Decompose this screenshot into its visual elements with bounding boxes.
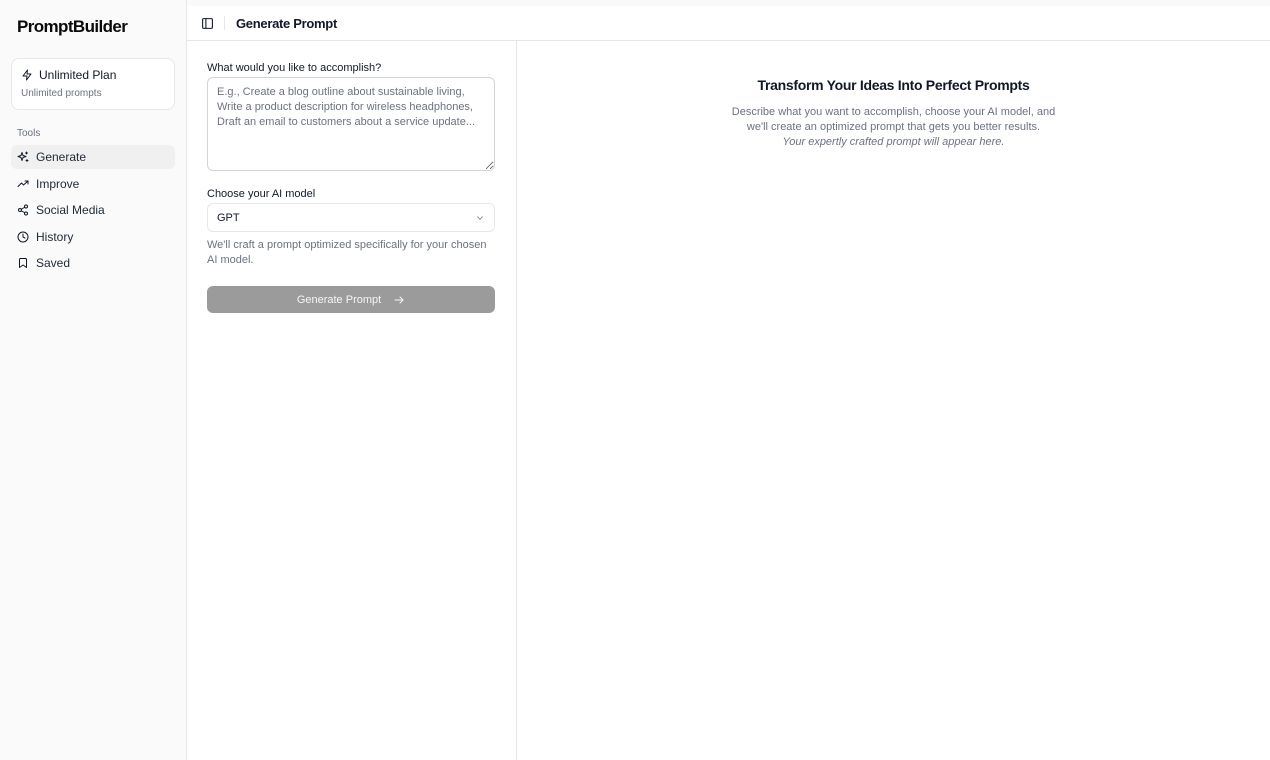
sidebar (0, 0, 187, 760)
sidebar-toggle-button[interactable] (200, 16, 214, 30)
plan-title: Unlimited Plan (39, 68, 117, 82)
arrow-right-icon (393, 294, 405, 306)
sidebar-item-social-media[interactable] (11, 198, 175, 222)
sidebar-item-label: Improve (36, 176, 80, 191)
zap-icon (21, 69, 33, 81)
clock-icon (17, 231, 29, 243)
sidebar-item-saved[interactable] (11, 251, 175, 275)
goal-textarea[interactable] (207, 77, 495, 171)
prompt-form (187, 41, 517, 760)
preview-title: Transform Your Ideas Into Perfect Prompts (757, 77, 1030, 93)
sidebar-item-label: Saved (36, 256, 71, 270)
topbar-divider (224, 16, 225, 30)
goal-label: What would you like to accomplish? (207, 62, 382, 74)
brand-logo[interactable]: PromptBuilder (17, 17, 128, 36)
page-title: Generate Prompt (236, 15, 337, 31)
generate-button-label: Generate Prompt (296, 293, 382, 306)
sidebar-item-history[interactable] (11, 225, 175, 249)
generate-prompt-button[interactable] (207, 286, 495, 313)
sidebar-item-label: Generate (36, 150, 87, 164)
plan-card (11, 58, 175, 110)
sparkles-icon (17, 151, 29, 163)
tools-section-label: Tools (17, 128, 41, 139)
model-select-value: GPT (217, 211, 240, 224)
model-helper-text: We'll craft a prompt optimized specifically for your chosen AI model. (207, 239, 487, 266)
main-area (187, 0, 1270, 760)
panel-left-icon (201, 17, 214, 30)
content-area (187, 41, 1270, 760)
sidebar-item-label: Social Media (36, 203, 105, 217)
model-label: Choose your AI model (207, 188, 316, 200)
preview-description: Describe what you want to accomplish, choose your AI model, and we'll create an optimized prompt that gets you better results. (731, 106, 1056, 133)
top-bar (187, 6, 1270, 41)
sidebar-item-label: History (36, 229, 74, 244)
chevron-down-icon (475, 213, 485, 223)
preview-placeholder-note: Your expertly crafted prompt will appear here. (782, 136, 1005, 148)
trending-up-icon (17, 178, 29, 190)
share-icon (17, 204, 29, 216)
model-select[interactable] (207, 203, 495, 232)
sidebar-item-improve[interactable] (11, 172, 175, 196)
bookmark-icon (17, 257, 29, 269)
prompt-preview (517, 41, 1270, 760)
plan-header (21, 68, 165, 82)
plan-subtitle: Unlimited prompts (21, 88, 102, 99)
sidebar-item-generate[interactable] (11, 145, 175, 169)
sidebar-nav (11, 145, 175, 278)
